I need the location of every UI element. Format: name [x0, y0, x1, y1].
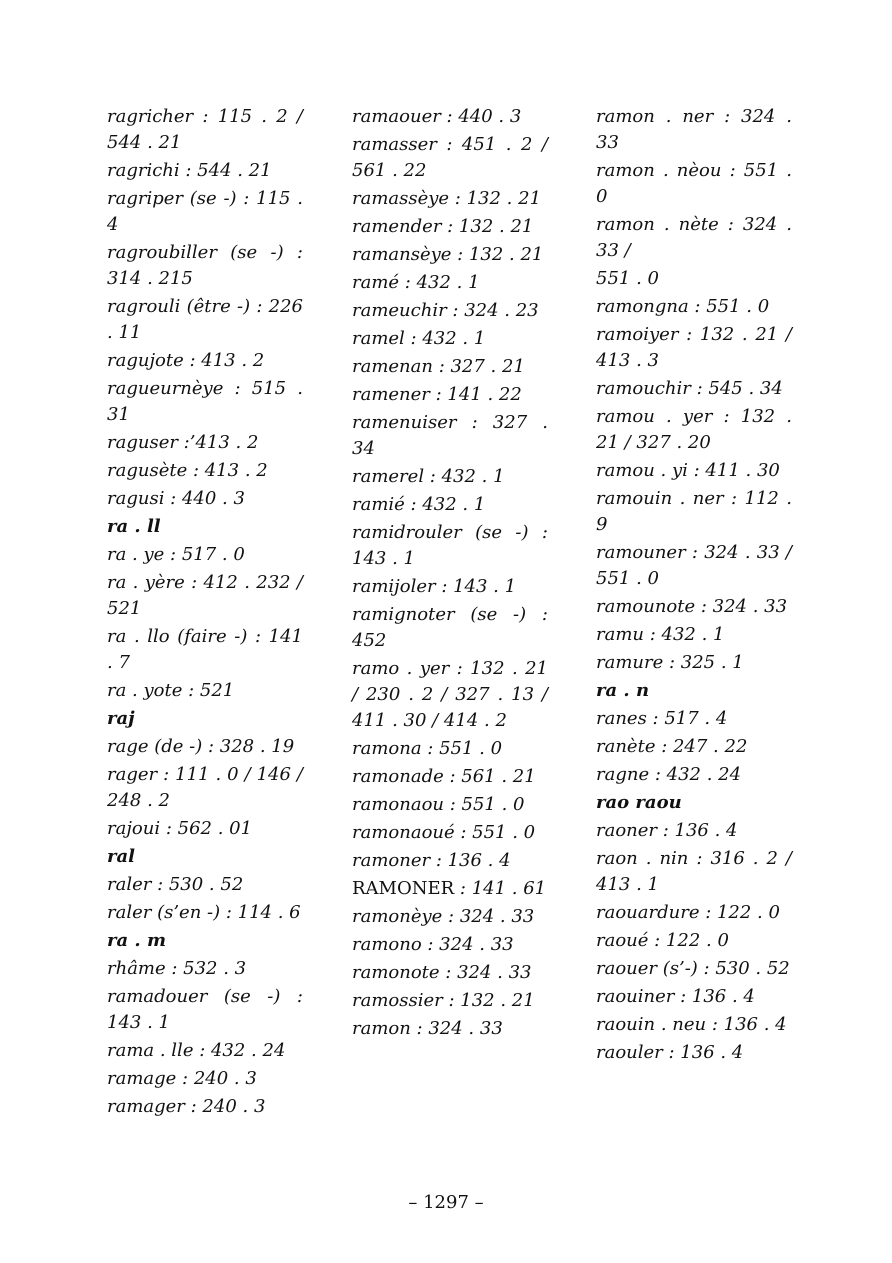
index-entry: ramidrouler (se -) : 143 . 1 [352, 522, 548, 569]
index-entry: ra . llo (faire -) : 141 . 7 [107, 626, 303, 673]
page-number: – 1297 – [408, 1192, 484, 1213]
index-entry: ragrichi : 544 . 21 [107, 160, 272, 181]
index-entry: ramender : 132 . 21 [352, 216, 534, 237]
index-entry: raler (s’en -) : 114 . 6 [107, 902, 301, 923]
index-entry: raouin . neu : 136 . 4 [596, 1014, 787, 1035]
index-entry: rameuchir : 324 . 23 [352, 300, 539, 321]
index-entry: ramon . nèou : 551 . 0 [596, 160, 792, 207]
index-entry: ra . ye : 517 . 0 [107, 544, 245, 565]
index-column-2 [352, 104, 548, 1044]
index-column-3 [596, 104, 792, 1068]
index-entry: ramonèye : 324 . 33 [352, 906, 535, 927]
index-entry: raoner : 136 . 4 [596, 820, 738, 841]
index-entry: raouardure : 122 . 0 [596, 902, 780, 923]
index-entry: ramounote : 324 . 33 [596, 596, 788, 617]
index-entry: ramansèye : 132 . 21 [352, 244, 544, 265]
index-entry: ramon . nète : 324 . 33 / [596, 214, 792, 261]
index-entry: ramenan : 327 . 21 [352, 356, 525, 377]
index-entry: ramono : 324 . 33 [352, 934, 514, 955]
index-entry: ramassèye : 132 . 21 [352, 188, 542, 209]
index-entry: raon . nin : 316 . 2 / 413 . 1 [596, 848, 792, 895]
index-entry: ragueurnèye : 515 . 31 [107, 378, 303, 425]
index-entry: RAMONER : 141 . 61 [352, 878, 547, 899]
index-entry: ramo . yer : 132 . 21 / 230 . 2 / 327 . 13 / 411 . 30 / 414 . 2 [352, 658, 548, 731]
index-entry: rama . lle : 432 . 24 [107, 1040, 286, 1061]
index-entry: ragrouli (être -) : 226 . 11 [107, 296, 303, 343]
index-entry: raler : 530 . 52 [107, 874, 244, 895]
index-entry: ramonaou : 551 . 0 [352, 794, 525, 815]
index-entry: ramouin . ner : 112 . 9 [596, 488, 792, 535]
index-entry: raouer (s’-) : 530 . 52 [596, 958, 790, 979]
index-entry: ramossier : 132 . 21 [352, 990, 535, 1011]
index-entry: ramoiyer : 132 . 21 / 413 . 3 [596, 324, 792, 371]
index-entry: ramenuiser : 327 . 34 [352, 412, 548, 459]
index-entry: ramijoler : 143 . 1 [352, 576, 517, 597]
index-entry: ramon . ner : 324 . 33 [596, 106, 792, 153]
index-entry: ramerel : 432 . 1 [352, 466, 505, 487]
index-entry: ragujote : 413 . 2 [107, 350, 265, 371]
index-entry: ragroubiller (se -) : 314 . 215 [107, 242, 303, 289]
index-entry: ramignoter (se -) : 452 [352, 604, 548, 651]
index-entry: rage (de -) : 328 . 19 [107, 736, 295, 757]
index-entry: ramaouer : 440 . 3 [352, 106, 522, 127]
index-entry: raoué : 122 . 0 [596, 930, 729, 951]
index-entry: ra . yote : 521 [107, 680, 235, 701]
index-entry: ramadouer (se -) : 143 . 1 [107, 986, 303, 1033]
index-entry: rajoui : 562 . 01 [107, 818, 253, 839]
index-entry: ragne : 432 . 24 [596, 764, 742, 785]
index-entry: raouiner : 136 . 4 [596, 986, 755, 1007]
index-entry: raguser :’413 . 2 [107, 432, 259, 453]
index-entry: ramel : 432 . 1 [352, 328, 486, 349]
index-section-heading: ra . ll [107, 516, 161, 537]
index-entry: ra . yère : 412 . 232 / 521 [107, 572, 303, 619]
index-entry: ramonote : 324 . 33 [352, 962, 532, 983]
index-entry: ramié : 432 . 1 [352, 494, 486, 515]
index-entry: ramager : 240 . 3 [107, 1096, 266, 1117]
index-entry: ramonade : 561 . 21 [352, 766, 536, 787]
index-entry: ragriper (se -) : 115 . 4 [107, 188, 303, 235]
index-entry: ramongna : 551 . 0 [596, 296, 770, 317]
index-entry: ramé : 432 . 1 [352, 272, 480, 293]
index-entry: ramou . yer : 132 . 21 / 327 . 20 [596, 406, 792, 453]
index-section-heading: raj [107, 708, 135, 729]
index-entry: ramou . yi : 411 . 30 [596, 460, 780, 481]
index-entry: ramener : 141 . 22 [352, 384, 522, 405]
index-section-heading: ra . n [596, 680, 650, 701]
index-section-heading: ra . m [107, 930, 166, 951]
index-entry: ranes : 517 . 4 [596, 708, 728, 729]
index-entry: ramona : 551 . 0 [352, 738, 503, 759]
index-section-heading: rao raou [596, 792, 682, 813]
index-entry: ramon : 324 . 33 [352, 1018, 503, 1039]
index-entry: 551 . 0 [596, 268, 659, 289]
index-entry: ragricher : 115 . 2 / 544 . 21 [107, 106, 303, 153]
index-column-1 [107, 104, 303, 1122]
index-entry: rhâme : 532 . 3 [107, 958, 247, 979]
index-entry: ragusète : 413 . 2 [107, 460, 268, 481]
index-entry: ramage : 240 . 3 [107, 1068, 257, 1089]
index-section-heading: ral [107, 846, 135, 867]
index-entry: ranète : 247 . 22 [596, 736, 748, 757]
index-entry: ramasser : 451 . 2 / 561 . 22 [352, 134, 548, 181]
index-entry: rager : 111 . 0 / 146 / 248 . 2 [107, 764, 303, 811]
index-entry: ramu : 432 . 1 [596, 624, 725, 645]
index-entry: ramouchir : 545 . 34 [596, 378, 783, 399]
index-entry: ramouner : 324 . 33 / 551 . 0 [596, 542, 792, 589]
index-entry: raouler : 136 . 4 [596, 1042, 744, 1063]
index-entry: ragusi : 440 . 3 [107, 488, 245, 509]
index-entry: ramure : 325 . 1 [596, 652, 744, 673]
index-entry: ramonaoué : 551 . 0 [352, 822, 536, 843]
index-entry: ramoner : 136 . 4 [352, 850, 511, 871]
